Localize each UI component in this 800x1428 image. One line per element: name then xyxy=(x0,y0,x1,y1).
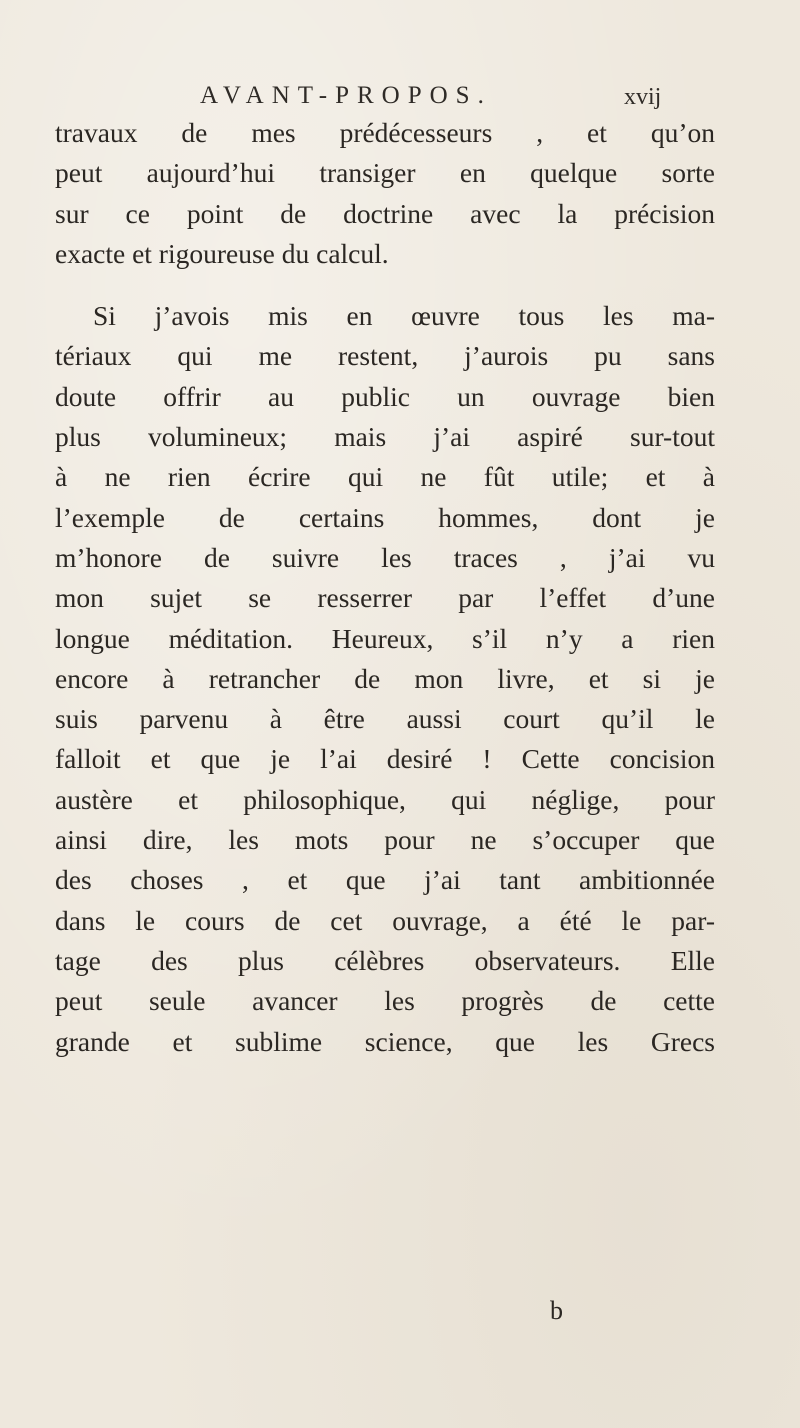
text-line: mon sujet se resserrer par l’effet d’une xyxy=(55,582,715,614)
text-line: suis parvenu à être aussi court qu’il le xyxy=(55,703,715,735)
text-line: plus volumineux; mais j’ai aspiré sur-tout xyxy=(55,421,715,453)
text-line: peut aujourd’hui transiger en quelque sorte xyxy=(55,157,715,189)
text-line: tage des plus célèbres observateurs. Elle xyxy=(55,944,715,976)
text-line: ainsi dire, les mots pour ne s’occuper que xyxy=(55,824,715,856)
text-line: m’honore de suivre les traces , j’ai vu xyxy=(55,541,715,573)
text-line: falloit et que je l’ai desiré ! Cette concision xyxy=(55,743,715,775)
text-line: sur ce point de doctrine avec la précision xyxy=(55,197,715,229)
text-line: l’exemple de certains hommes, dont je xyxy=(55,501,715,533)
text-line: des choses , et que j’ai tant ambitionnée xyxy=(55,864,715,896)
page-number: xvij xyxy=(624,84,662,110)
text-line: travaux de mes prédécesseurs , et qu’on xyxy=(55,117,715,148)
running-head-title: AVANT-PROPOS. xyxy=(200,82,492,109)
text-line: exacte et rigoureuse du calcul. xyxy=(55,237,389,269)
text-line: dans le cours de cet ouvrage, a été le par- xyxy=(55,904,715,936)
signature-mark: b xyxy=(550,1296,563,1325)
text-line: longue méditation. Heureux, s’il n’y a rien xyxy=(55,622,715,654)
text-line: austère et philosophique, qui néglige, pour xyxy=(55,783,715,815)
text-line: doute offrir au public un ouvrage bien xyxy=(55,380,715,412)
text-line: à ne rien écrire qui ne fût utile; et à xyxy=(55,461,715,493)
text-line: encore à retrancher de mon livre, et si je xyxy=(55,662,715,694)
text-line: Si j’avois mis en œuvre tous les ma- xyxy=(93,300,715,332)
text-line: peut seule avancer les progrès de cette xyxy=(55,985,715,1017)
text-line: grande et sublime science, que les Grecs xyxy=(55,1025,715,1057)
text-line: tériaux qui me restent, j’aurois pu sans xyxy=(55,340,715,372)
running-head xyxy=(0,82,800,112)
paragraph-gap xyxy=(55,274,715,296)
body-text xyxy=(55,113,715,1062)
